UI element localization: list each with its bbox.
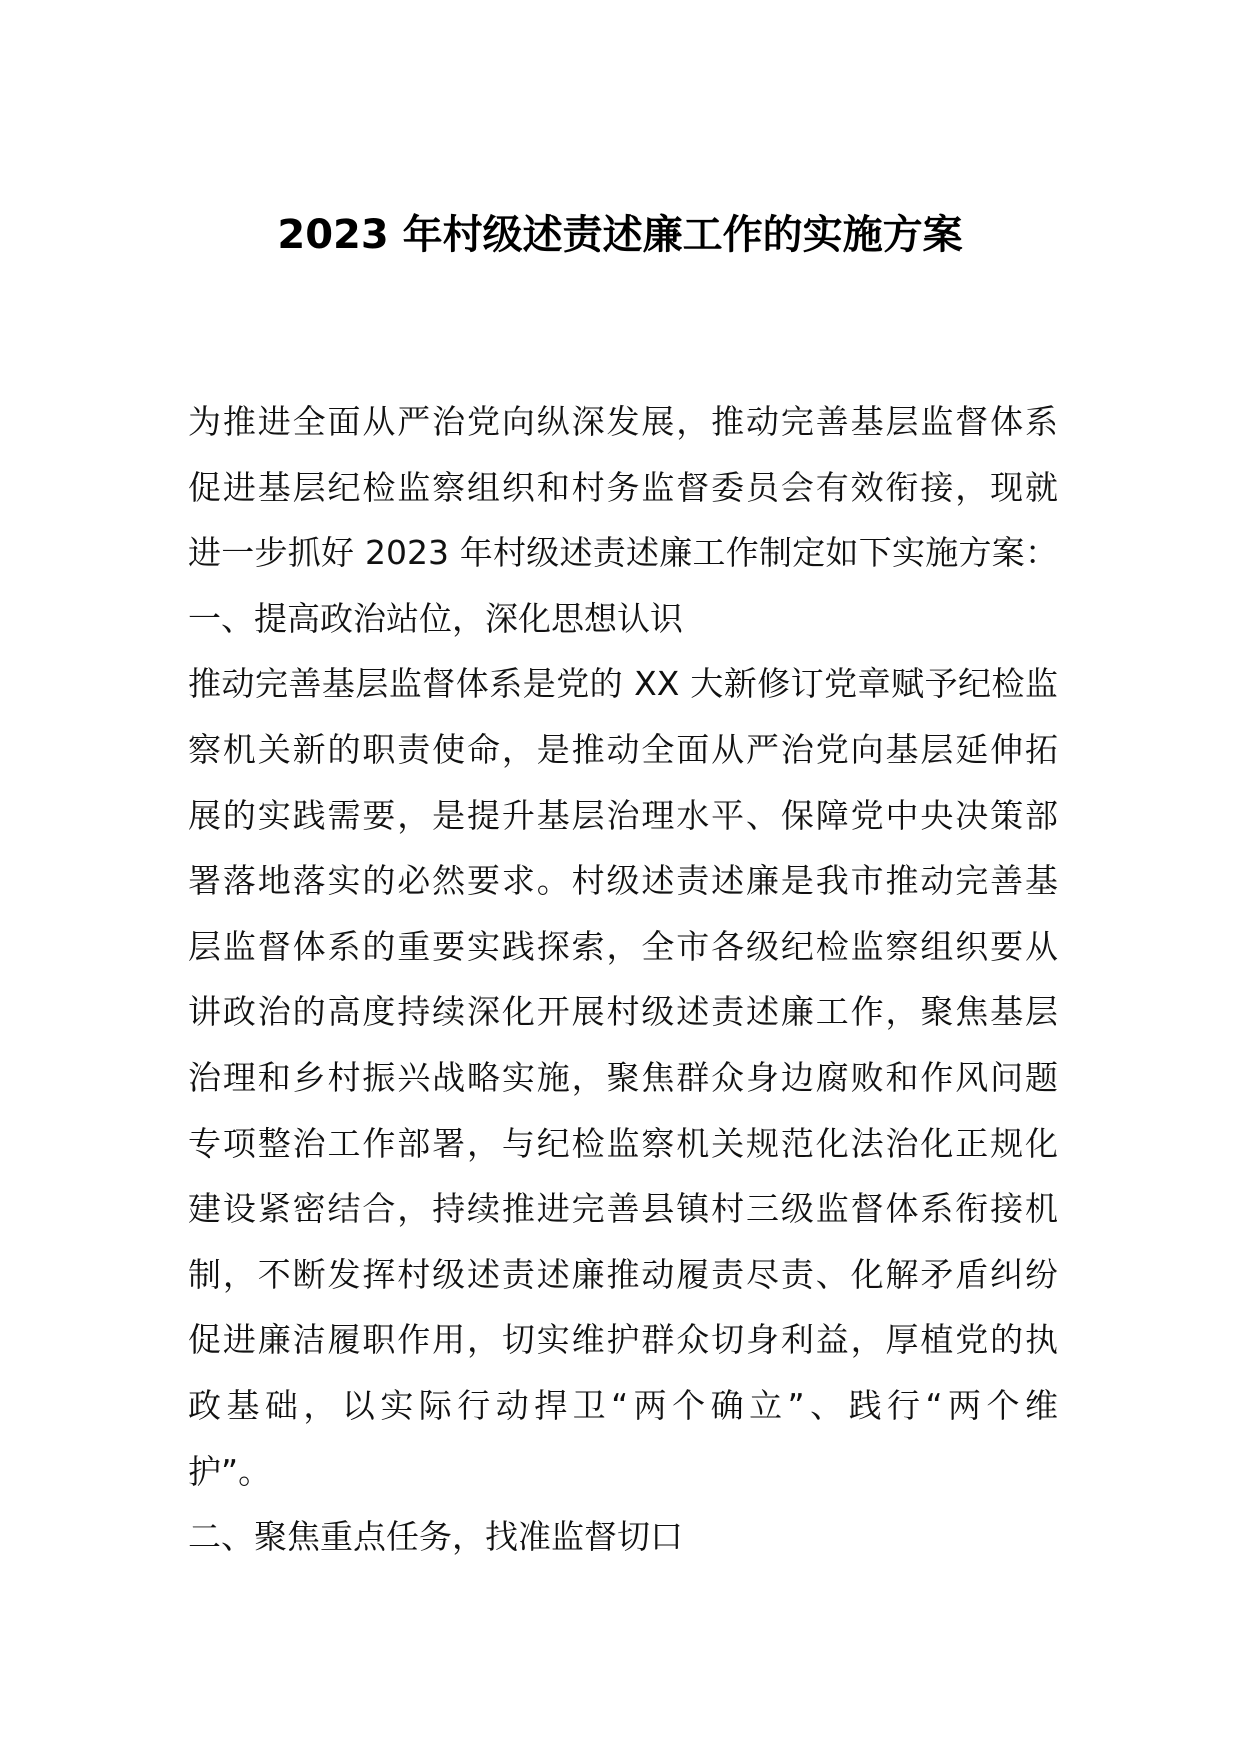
text-line: 护”。	[188, 1451, 272, 1491]
document-body	[188, 389, 1058, 1570]
text-line: 促进廉洁履职作用，切实维护群众切身利益，厚植党的执	[188, 1320, 1058, 1360]
text-line: 察机关新的职责使命，是推动全面从严治党向基层延伸拓	[188, 729, 1058, 769]
document-title: 2023 年村级述责述廉工作的实施方案	[277, 212, 963, 258]
text-line: 讲政治的高度持续深化开展村级述责述廉工作，聚焦基层	[188, 992, 1058, 1032]
text-line: 为推进全面从严治党向纵深发展，推动完善基层监督体系	[188, 402, 1058, 441]
text-line: 二、聚焦重点任务，找准监督切口	[188, 1517, 683, 1557]
text-line: 专项整治工作部署，与纪检监察机关规范化法治化正规化	[188, 1123, 1058, 1163]
text-line: 推动完善基层监督体系是党的 XX 大新修订党章赋予纪检监	[188, 664, 1058, 704]
text-line: 展的实践需要，是提升基层治理水平、保障党中央决策部	[188, 795, 1058, 835]
text-line: 政基础，以实际行动捍卫“两个确立”、践行“两个维	[188, 1385, 1058, 1425]
text-line: 进一步抓好 2023 年村级述责述廉工作制定如下实施方案：	[188, 533, 1058, 573]
text-line: 层监督体系的重要实践探索，全市各级纪检监察组织要从	[188, 926, 1058, 966]
text-line: 署落地落实的必然要求。村级述责述廉是我市推动完善基	[188, 861, 1058, 901]
text-line: 建设紧密结合，持续推进完善县镇村三级监督体系衔接机	[188, 1189, 1058, 1229]
text-line: 制，不断发挥村级述责述廉推动履责尽责、化解矛盾纠纷	[188, 1254, 1058, 1294]
text-line: 促进基层纪检监察组织和村务监督委员会有效衔接，现就	[188, 467, 1058, 507]
text-line: 治理和乡村振兴战略实施，聚焦群众身边腐败和作风问题	[188, 1057, 1058, 1097]
text-line: 一、提高政治站位，深化思想认识	[188, 598, 683, 638]
